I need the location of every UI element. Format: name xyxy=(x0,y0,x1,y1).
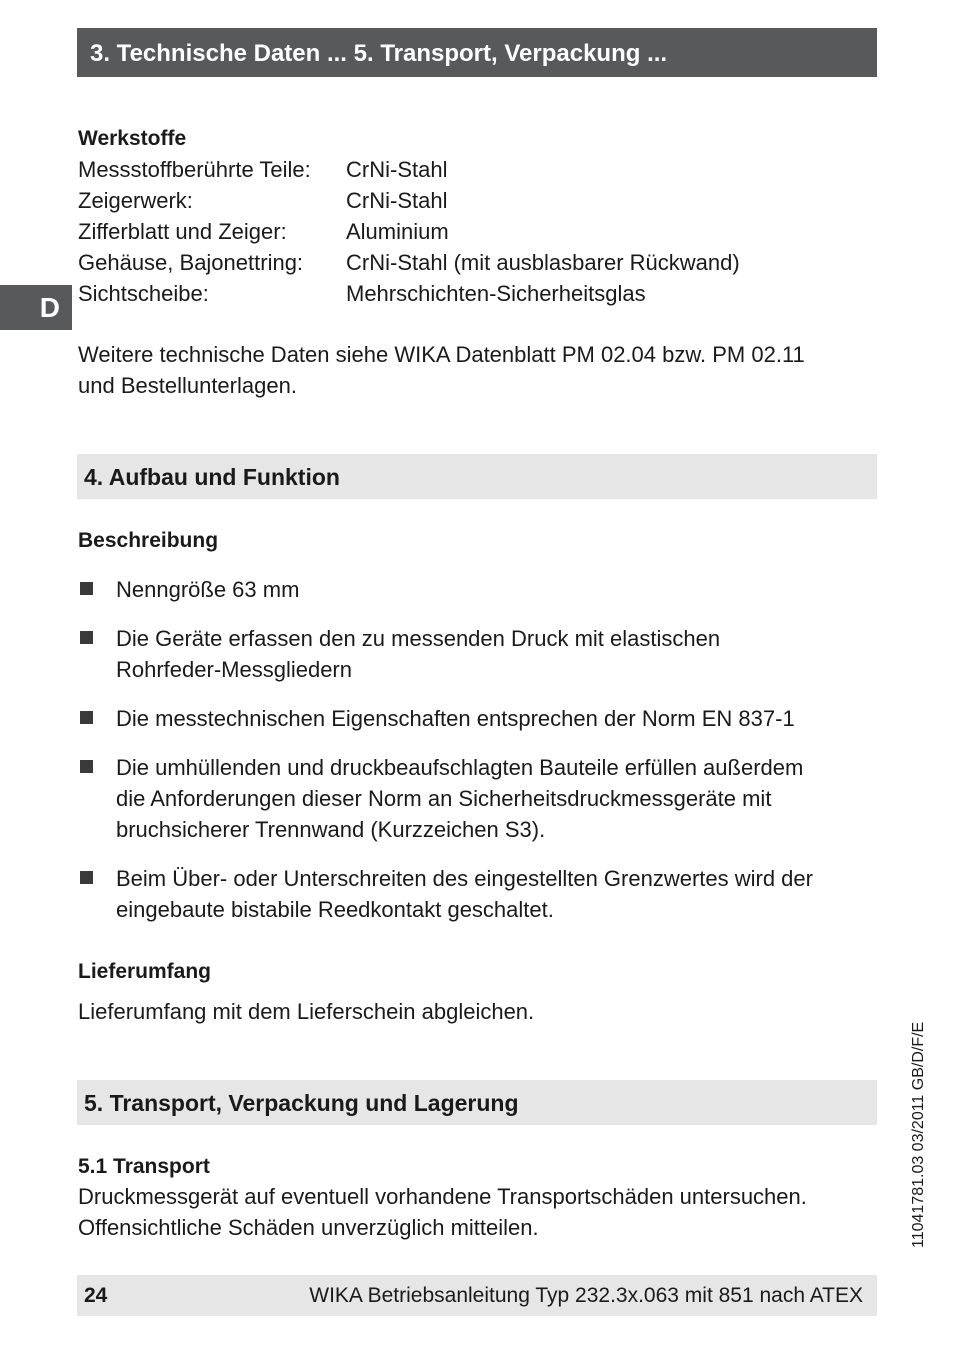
materials-label: Messstoffberührte Teile: xyxy=(78,157,311,182)
header-title: 3. Technische Daten ... 5. Transport, Verpackung ... xyxy=(90,40,668,67)
materials-heading: Werkstoffe xyxy=(78,127,187,150)
description-list xyxy=(78,574,878,943)
materials-value: CrNi-Stahl (mit ausblasbarer Rückwand) xyxy=(346,250,740,275)
page-footer xyxy=(77,1275,877,1316)
square-bullet-icon xyxy=(80,631,93,644)
footer-title: WIKA Betriebsanleitung Typ 232.3x.063 mit 851 nach ATEX xyxy=(309,1284,863,1307)
list-item-line: Nenngröße 63 mm xyxy=(116,577,300,602)
materials-row xyxy=(78,216,858,247)
list-item-line: Die umhüllenden und druckbeaufschlagten Bauteile erfüllen außerdem xyxy=(116,755,804,780)
datasheet-note-line: Weitere technische Daten siehe WIKA Datenblatt PM 02.04 bzw. PM 02.11 xyxy=(78,342,805,367)
list-item xyxy=(78,574,878,605)
section-4-header xyxy=(77,454,877,499)
square-bullet-icon xyxy=(80,711,93,724)
list-item-line: Die messtechnischen Eigenschaften entsprechen der Norm EN 837-1 xyxy=(116,706,795,731)
list-item xyxy=(78,703,878,734)
list-item-line: Die Geräte erfassen den zu messenden Druck mit elastischen xyxy=(116,626,721,651)
document-code: 11041781.03 03/2011 GB/D/F/E xyxy=(910,1021,927,1248)
materials-row xyxy=(78,154,858,185)
square-bullet-icon xyxy=(80,871,93,884)
scope-heading: Lieferumfang xyxy=(78,960,212,983)
section-4-title: 4. Aufbau und Funktion xyxy=(84,464,340,490)
materials-value: CrNi-Stahl xyxy=(346,188,448,213)
datasheet-note-line: und Bestellunterlagen. xyxy=(78,373,297,398)
materials-value: CrNi-Stahl xyxy=(346,157,448,182)
list-item-line: eingebaute bistabile Reedkontakt geschaltet. xyxy=(116,897,554,922)
scope-text: Lieferumfang mit dem Lieferschein abgleichen. xyxy=(78,999,535,1024)
materials-row xyxy=(78,185,858,216)
transport-text xyxy=(78,1181,878,1243)
section-5-header xyxy=(77,1080,877,1125)
transport-text-line: Offensichtliche Schäden unverzüglich mitteilen. xyxy=(78,1215,539,1240)
list-item xyxy=(78,863,878,925)
datasheet-note xyxy=(78,339,878,401)
materials-row xyxy=(78,247,858,278)
language-tab xyxy=(0,285,72,330)
transport-text-line: Druckmessgerät auf eventuell vorhandene Transportschäden untersuchen. xyxy=(78,1184,807,1209)
materials-row xyxy=(78,278,858,309)
page-number: 24 xyxy=(84,1284,108,1307)
list-item xyxy=(78,752,878,845)
list-item xyxy=(78,623,878,685)
materials-value: Mehrschichten-Sicherheitsglas xyxy=(346,281,646,306)
list-item-line: bruchsicherer Trennwand (Kurzzeichen S3). xyxy=(116,817,546,842)
list-item-line: die Anforderungen dieser Norm an Sicherheitsdruckmessgeräte mit xyxy=(116,786,772,811)
materials-table xyxy=(78,154,858,309)
section-5-title: 5. Transport, Verpackung und Lagerung xyxy=(84,1090,519,1116)
materials-value: Aluminium xyxy=(346,219,449,244)
list-item-line: Beim Über- oder Unterschreiten des eingestellten Grenzwertes wird der xyxy=(116,866,813,891)
square-bullet-icon xyxy=(80,582,93,595)
materials-label: Zifferblatt und Zeiger: xyxy=(78,219,287,244)
materials-label: Gehäuse, Bajonettring: xyxy=(78,250,304,275)
materials-label: Zeigerwerk: xyxy=(78,188,193,213)
language-tab-label: D xyxy=(39,292,60,323)
list-item-line: Rohrfeder-Messgliedern xyxy=(116,657,352,682)
materials-label: Sichtscheibe: xyxy=(78,281,209,306)
page-header xyxy=(77,28,877,77)
square-bullet-icon xyxy=(80,760,93,773)
transport-heading: 5.1 Transport xyxy=(78,1155,210,1178)
description-heading: Beschreibung xyxy=(78,529,219,552)
